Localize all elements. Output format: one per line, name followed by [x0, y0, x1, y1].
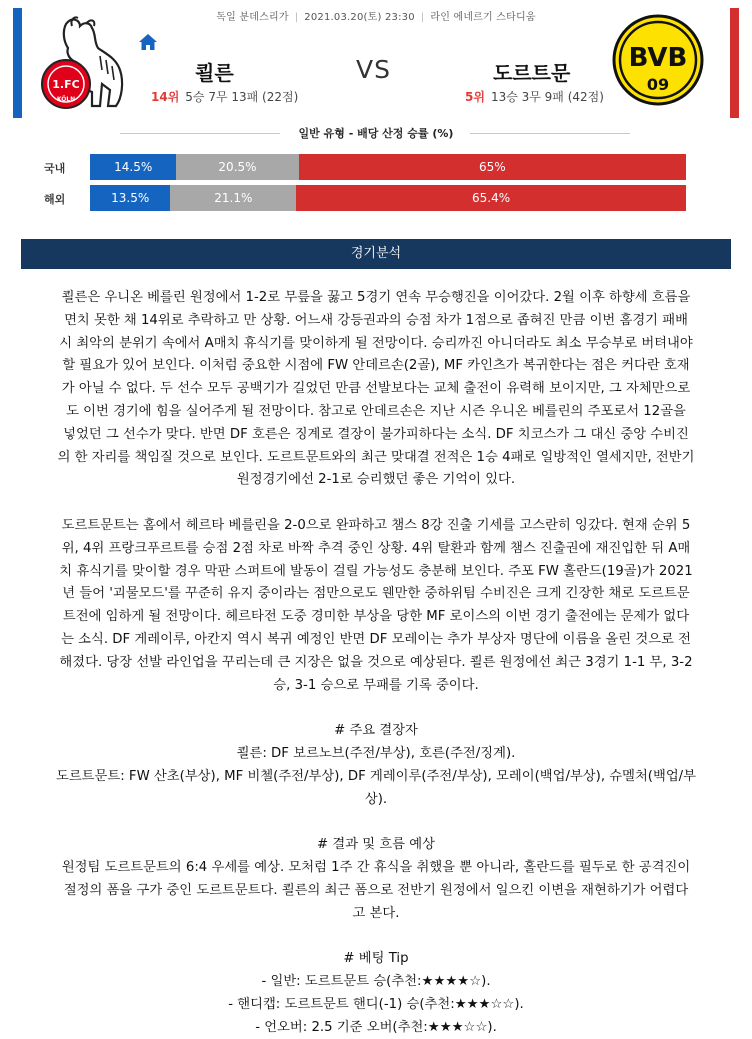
- vs-label: VS: [356, 55, 391, 84]
- away-team-record: [465, 88, 604, 105]
- match-datetime: 2021.03.20(토) 23:30: [304, 12, 415, 23]
- home-team-name: 쾰른: [195, 57, 234, 86]
- match-meta: 독일 분데스리가 | 2021.03.20(토) 23:30 | 라인 에네르기 스타디움: [0, 8, 752, 23]
- forecast-section: [12, 834, 740, 925]
- odds-draw-segment: 20.5%: [176, 154, 298, 180]
- away-team-name: 도르트문: [493, 57, 570, 86]
- home-rank: 14위: [151, 90, 179, 104]
- home-icon[interactable]: [138, 33, 158, 51]
- article-line: 승, 3-1 승으로 무패를 기록 중이다.: [12, 675, 740, 698]
- article-line: 위, 4위 프랑크푸르트를 승점 2점 차로 바짝 추격 중인 상황. 4위 탈환과 함께 챔스 진출권에 재진입한 뒤 A매: [12, 538, 740, 561]
- odds-home-segment: 14.5%: [90, 154, 176, 180]
- article-line: 해졌다. 당장 선발 라인업을 꾸리는데 큰 지장은 없을 것으로 예상된다. 쾰른 원정에선 최근 3경기 1-1 무, 3-2: [12, 652, 740, 675]
- home-analysis-paragraph: [12, 287, 740, 492]
- divider-right: [470, 133, 630, 134]
- article-line: 도 이번 경기에 힘을 실어주게 될 전망이다. 참고로 안데르손은 지난 시즌 우니온 베를린의 주포로서 12골을: [12, 401, 740, 424]
- analysis-article: [12, 287, 740, 1039]
- odds-row-label: 해외: [44, 191, 65, 207]
- away-color-bar: [730, 8, 739, 118]
- svg-text:09: 09: [647, 75, 669, 94]
- absentees-away: 도르트문트: FW 산초(부상), MF 비첼(주전/부상), DF 게레이루(주전/부상), 모레이(백업/부상), 슈멜처(백업/부: [12, 766, 740, 789]
- article-line: 도르트문트는 홈에서 헤르타 베를린을 2-0으로 완파하고 챔스 8강 진출 기세를 고스란히 잉갔다. 현재 순위 5: [12, 515, 740, 538]
- betting-tip-line: - 일반: 도르트문트 승(추천:★★★★☆).: [12, 971, 740, 994]
- venue-name: 라인 에네르기 스타디움: [430, 12, 535, 23]
- article-line: 면치 못한 채 14위로 추락하고 만 상황. 어느새 강등권과의 승점 차가 1점으로 좁혀진 만큼 이번 홈경기 패배: [12, 310, 740, 333]
- forecast-title: # 결과 및 흐름 예상: [12, 834, 740, 857]
- article-line: 는 소식. DF 게레이루, 아칸지 역시 복귀 예정인 반면 DF 모레이는 추가 부상자 명단에 이름을 올린 것으로 전: [12, 629, 740, 652]
- betting-tip-section: [12, 948, 740, 1039]
- absentees-title: # 주요 결장자: [12, 720, 740, 743]
- away-analysis-paragraph: [12, 515, 740, 697]
- odds-row-overseas: [0, 183, 752, 213]
- home-color-bar: [13, 8, 22, 118]
- home-record-text: 5승 7무 13패 (22점): [185, 90, 298, 104]
- absentees-home: 쾰른: DF 보르노브(주전/부상), 호른(주전/징계).: [12, 743, 740, 766]
- article-line: 트전에 임하게 될 전망이다. 헤르타전 도중 경미한 부상을 당한 MF 로이스의 이번 경기 출전에는 문제가 없다: [12, 606, 740, 629]
- analysis-header: 경기분석: [21, 239, 731, 269]
- odds-row-domestic: [0, 152, 752, 182]
- article-line: 년 들어 '괴물모드'를 꾸준히 유지 중이라는 점만으로도 웬만한 중하위팀 수비진은 크게 긴장한 채로 도르트문: [12, 583, 740, 606]
- betting-tip-title: # 베팅 Tip: [12, 948, 740, 971]
- forecast-line: 절정의 폼을 구가 중인 도르트문트다. 쾰른의 최근 폼으로 전반기 원정에서 일으킨 이변을 재현하기가 어렵다: [12, 880, 740, 903]
- odds-bar: [90, 154, 686, 180]
- article-line: 가 아닐 수 없다. 두 선수 모두 공백기가 길었던 만큼 선발보다는 교체 출전이 유력해 보이지만, 그 자체만으로: [12, 378, 740, 401]
- svg-text:KÖLN: KÖLN: [57, 96, 75, 103]
- away-rank: 5위: [465, 90, 485, 104]
- odds-away-segment: 65.4%: [296, 185, 686, 211]
- article-line: 넣었던 그 선수가 맞다. 반면 DF 호른은 징계로 결장이 불가피하다는 소식. DF 치코스가 그 대신 중앙 수비진: [12, 424, 740, 447]
- article-line: 치 휴식기를 맞이할 경우 막판 스퍼트에 발동이 걸릴 가능성도 충분해 보인다. 주포 FW 홀란드(19골)가 2021: [12, 561, 740, 584]
- league-name: 독일 분데스리가: [216, 12, 288, 23]
- betting-tip-line: - 언오버: 2.5 기준 오버(추천:★★★☆☆).: [12, 1017, 740, 1039]
- svg-text:1.FC: 1.FC: [52, 78, 79, 91]
- odds-row-label: 국내: [44, 160, 65, 176]
- odds-away-segment: 65%: [299, 154, 686, 180]
- away-record-text: 13승 3무 9패 (42점): [491, 90, 604, 104]
- odds-title: 일반 유형 - 배당 산정 승률 (%): [0, 125, 752, 141]
- odds-bar: [90, 185, 686, 211]
- forecast-line: 원정팀 도르트문트의 6:4 우세를 예상. 모처럼 1주 간 휴식을 취했을 뿐 아니라, 홀란드를 필두로 한 공격진이: [12, 857, 740, 880]
- forecast-line: 고 본다.: [12, 903, 740, 926]
- article-line: 의 한 자리를 책임질 것으로 보인다. 도르트문트와의 최근 맞대결 전적은 1승 4패로 일방적인 열세지만, 전반기: [12, 447, 740, 470]
- article-line: 원정경기에선 2-1로 승리했던 좋은 기억이 있다.: [12, 469, 740, 492]
- odds-home-segment: 13.5%: [90, 185, 170, 211]
- away-team-logo: [612, 14, 704, 106]
- home-team-logo: [36, 14, 132, 114]
- absentees-section: [12, 720, 740, 811]
- betting-tip-line: - 핸디캡: 도르트문트 핸디(-1) 승(추천:★★★☆☆).: [12, 994, 740, 1017]
- svg-text:BVB: BVB: [629, 43, 688, 73]
- article-line: 시 최악의 분위기 속에서 A매치 휴식기를 맞이하게 될 전망이다. 승리까진 아니더라도 최소 무승부로 버텨내야: [12, 333, 740, 356]
- odds-draw-segment: 21.1%: [170, 185, 296, 211]
- home-team-record: [151, 88, 298, 105]
- absentees-away: 상).: [12, 789, 740, 812]
- article-line: 쾰른은 우니온 베를린 원정에서 1-2로 무릎을 꿇고 5경기 연속 무승행진을 이어갔다. 2월 이후 하향세 흐름을: [12, 287, 740, 310]
- article-line: 할 필요가 있어 보인다. 이처럼 중요한 시점에 FW 안데르손(2골), MF 카인츠가 복귀한다는 점은 커다란 호재: [12, 355, 740, 378]
